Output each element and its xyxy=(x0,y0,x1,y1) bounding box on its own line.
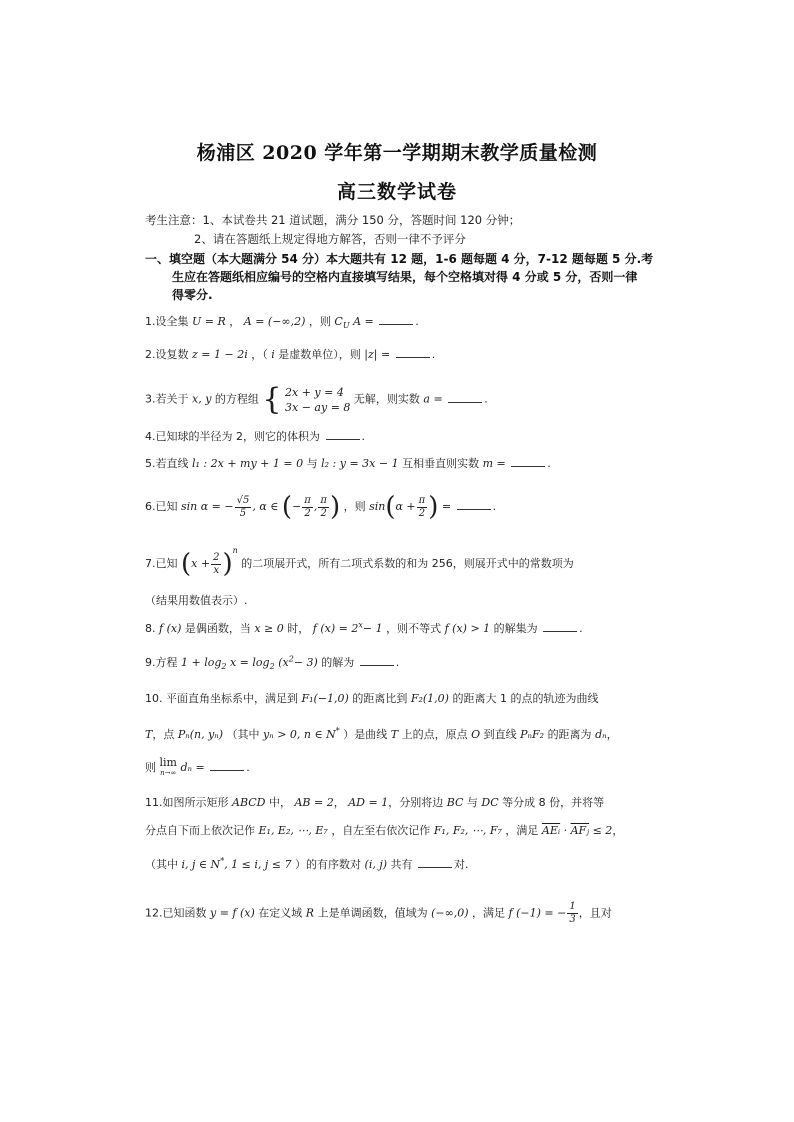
question-6: 6.已知 sin α = − $\frac{√5}{5}$ , α ∈ (− $\frac{\pi}{2}$ , $\frac{\pi}{2}$ ) ，则 sin(α + $\frac{\pi}{2}$ ) = . xyxy=(145,492,497,522)
question-7-continued: （结果用数值表示）. xyxy=(145,594,248,607)
section-header-line-3: 得零分. xyxy=(172,288,213,302)
answer-blank xyxy=(448,392,482,403)
question-10-line-1: 10. 平面直角坐标系中，满足到 F₁(−1,0) 的距离比到 F₂(1,0) 的距离大 1 的点的轨迹为曲线 xyxy=(145,692,599,705)
left-paren: ( xyxy=(385,492,396,522)
answer-blank xyxy=(210,760,244,771)
answer-blank xyxy=(396,347,430,358)
question-10-line-2: T，点 Pₙ(n, yₙ) （其中 yₙ > 0, n ∈ N* ）是曲线 T 上的点，原点 O 到直线 PₙF₂ 的距离为 dₙ， xyxy=(145,726,618,741)
question-9: 9.方程 $1 + \log_2 x = \log_2 (x^2- 3)$ 的解为 . xyxy=(145,654,400,672)
page-title: 杨浦区 2020 学年第一学期期末教学质量检测 xyxy=(196,142,598,164)
section-header-line-1: 一、填空题（本大题满分 54 分）本大题共有 12 题，1-6 题每题 4 分，7-12 题每题 5 分.考 xyxy=(145,252,654,266)
answer-blank xyxy=(457,499,491,510)
left-brace: { xyxy=(262,382,282,417)
question-2: 2.设复数 z = 1 − 2i ，（ i 是虚数单位），则 |z| = . xyxy=(145,348,436,361)
answer-blank xyxy=(326,429,360,440)
question-4: 4.已知球的半径为 2，则它的体积为 . xyxy=(145,430,365,443)
question-10-line-3: 则 lim n→∞ dₙ = . xyxy=(145,756,250,777)
right-paren: ) xyxy=(428,492,439,522)
answer-blank xyxy=(360,655,394,666)
fraction: $\frac{√5}{5}$ xyxy=(236,494,250,519)
question-5: 5.若直线 l₁ : 2x + my + 1 = 0 与 l₂ : y = 3x − 1 互相垂直则实数 m = . xyxy=(145,457,551,470)
answer-blank xyxy=(379,314,413,325)
notice-line-1: 考生注意：1、本试卷共 21 道试题，满分 150 分，答题时间 120 分钟； xyxy=(145,213,521,227)
right-paren: ) xyxy=(329,492,341,522)
question-11-line-1: 11.如图所示矩形 ABCD 中， AB = 2， AD = 1，分别将边 BC 与 DC 等分成 8 份，并将等 xyxy=(145,796,605,809)
fraction: $\frac{\pi}{2}$ xyxy=(320,494,327,519)
section-header-line-2: 生应在答题纸相应编号的空格内直接填写结果，每个空格填对得 4 分或 5 分，否则一律 xyxy=(172,270,638,284)
page-subtitle: 高三数学试卷 xyxy=(336,181,457,203)
question-1: 1.设全集 U = R ， A = (−∞,2) ，则 $C_U$ A = . xyxy=(145,315,419,331)
answer-blank xyxy=(511,456,545,467)
left-paren: ( xyxy=(281,492,293,522)
fraction: $\frac{\pi}{2}$ xyxy=(304,494,311,519)
notice-line-2: 2、请在答题纸上规定得地方解答，否则一律不予评分 xyxy=(194,232,466,246)
fraction: $\frac{\pi}{2}$ xyxy=(418,494,426,519)
right-paren: ) xyxy=(222,549,233,579)
left-paren: ( xyxy=(181,549,192,579)
question-11-line-3: （其中 i, j ∈ N*, 1 ≤ i, j ≤ 7 ）的有序数对 (i, j) 共有 对. xyxy=(145,856,469,871)
question-7: 7.已知 (x + $\frac{2}{x}$ )$^n$ 的二项展开式，所有二项式系数的和为 256，则展开式中的常数项为 xyxy=(145,546,574,579)
fraction: $\frac{2}{x}$ xyxy=(213,551,220,576)
limit-expression: lim n→∞ xyxy=(159,756,177,777)
answer-blank xyxy=(543,621,577,632)
answer-blank xyxy=(418,857,452,868)
question-3: 3.若关于 x, y 的方程组 { 2x + y = 4 3x − ay = 8 无解，则实数 a = . xyxy=(145,382,488,417)
question-11-line-2: 分点自下而上依次记作 E₁, E₂, ⋯, E₇ ，自左至右依次记作 F₁, F₂, ⋯, F₇ ，满足 $\overline{AEᵢ} \cdot \overline{AFⱼ} \le 2$， xyxy=(145,824,624,837)
equation-system: 2x + y = 4 3x − ay = 8 xyxy=(285,385,351,414)
question-8: 8. f (x) 是偶函数，当 x ≥ 0 时， f $(x) = 2^x- 1$ ，则不等式 f (x) > 1 的解集为 . xyxy=(145,620,583,635)
fraction: $\frac{1}{3}$ xyxy=(569,901,576,925)
question-12: 12.已知函数 y = f (x) 在定义域 R 上是单调函数，值域为 (−∞,0) ，满足 f (−1) = − $\frac{1}{3}$ ，且对 xyxy=(145,901,612,925)
